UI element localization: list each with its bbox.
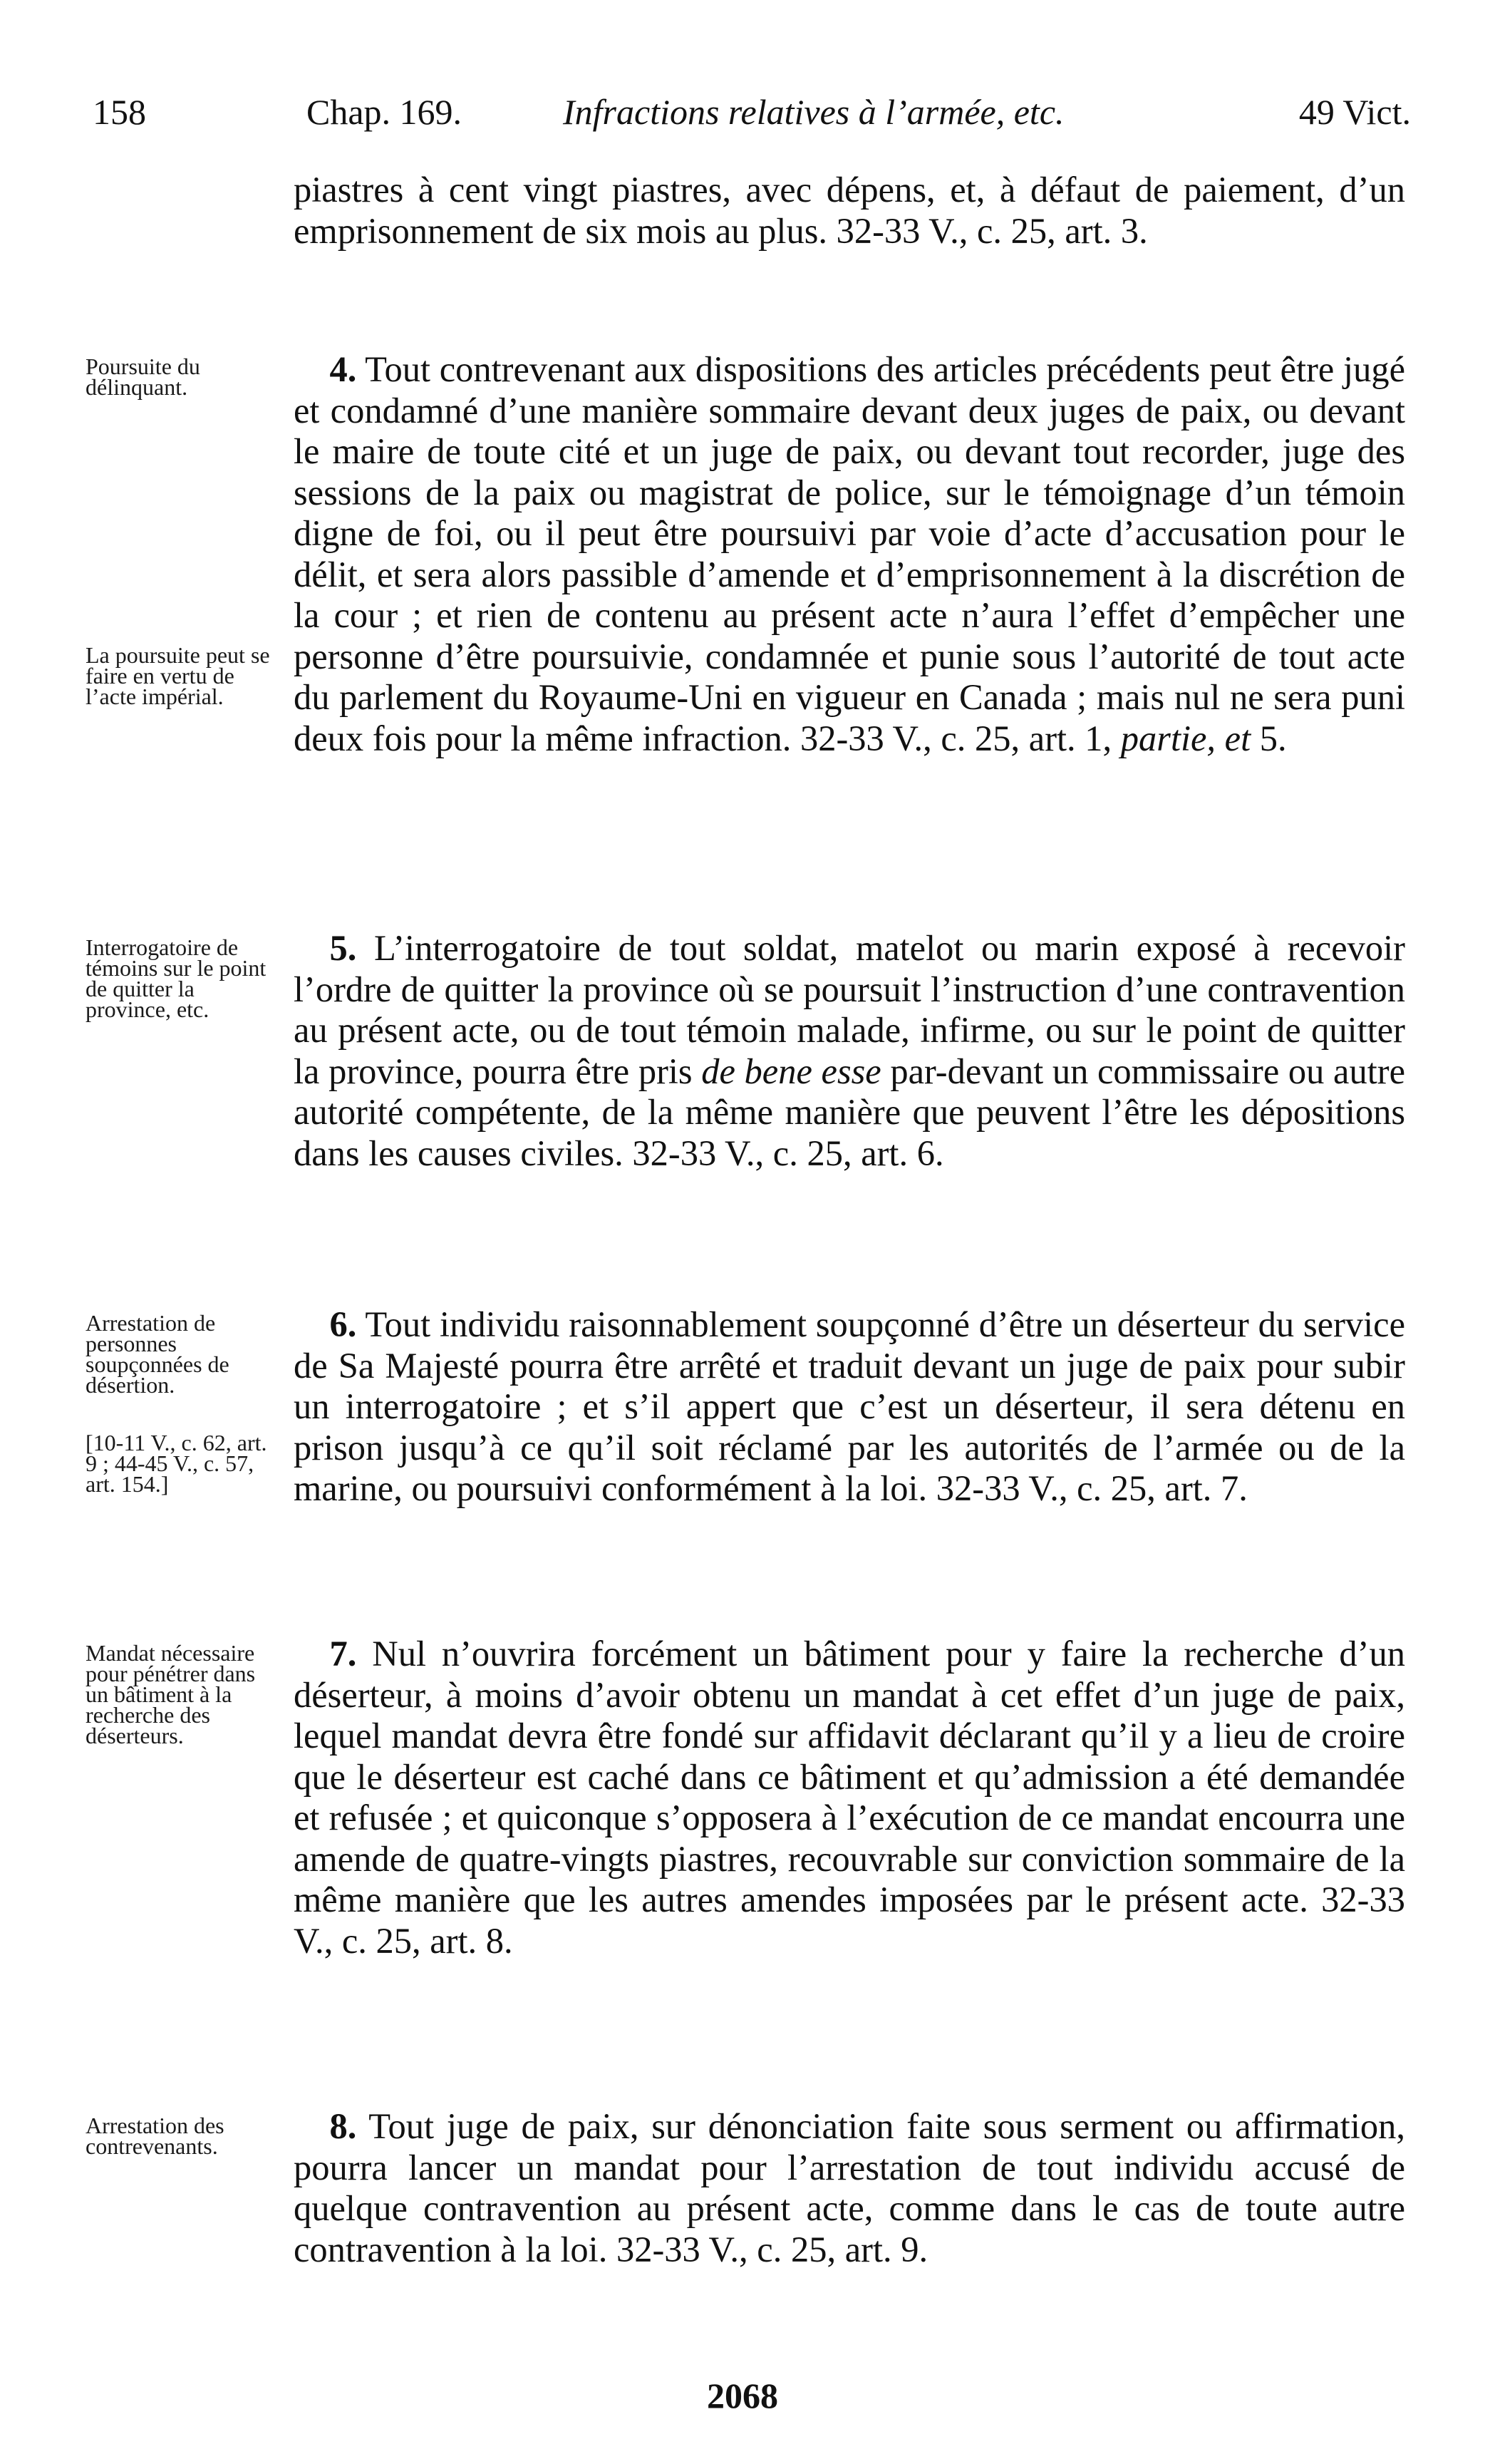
regnal-year: 49 Vict. <box>1298 92 1411 132</box>
section-text: L’interrogatoire de tout soldat, matelot ou marin exposé à recevoir l’ordre de quitter la province où se poursuit l’instruction d’une contravention au présent acte, ou de tout témoin malade, infirme, ou sur le point de quitter la province, pourra être pris <box>294 928 1405 1091</box>
section-number: 5. <box>329 928 357 968</box>
running-header <box>93 91 1411 148</box>
section-number: 6. <box>329 1304 357 1344</box>
section-7 <box>294 1634 1405 1962</box>
running-title: Infractions relatives à l’armée, etc. <box>563 92 1065 132</box>
section-6 <box>294 1304 1405 1510</box>
section-number: 4. <box>329 349 357 389</box>
section-number: 7. <box>329 1634 357 1674</box>
margin-note-interrogatoire: Interrogatoire de témoins sur le point de quitter la province, etc. <box>86 934 267 1022</box>
section-text: Tout contrevenant aux dispositions des articles précédents peut être jugé et condamné d’une manière sommaire devant deux juges de paix, ou devant le maire de toute cité et un juge de paix, ou devant tout recorder, juge des sessions de la paix ou magistrat de police, sur le témoignage d’un témoin digne de foi, ou il peut être poursuivi par voie d’acte d’accusation pour le délit, et sera alors passible d’amende et d’emprisonnement à la discrétion de la cour ; et rien de contenu au présent acte n’aura l’effet d’empêcher une personne d’être poursuivie, condamnée et punie sous l’autorité de tout acte du parlement du Royaume-Uni en vigueur en Canada ; mais nul ne sera puni deux fois pour la même infraction. 32-33 V., c. 25, art. 1, <box>294 349 1405 758</box>
section-text: Tout juge de paix, sur dénonciation faite sous serment ou affirmation, pourra lancer un mandat pour l’arrestation de tout individu accusé de quelque contravention au présent acte, comme dans le cas de toute autre contravention à la loi. 32-33 V., c. 25, art. 9. <box>294 2106 1405 2269</box>
margin-note-acte-imperial: La poursuite peut se faire en vertu de l’acte impérial. <box>86 642 270 709</box>
section-number: 8. <box>329 2106 357 2146</box>
margin-note-arrestation-deserteurs: Arrestation de personnes soupçonnées de désertion. <box>86 1310 229 1398</box>
section-8 <box>294 2106 1405 2270</box>
margin-note-poursuite: Poursuite du délinquant. <box>86 354 200 400</box>
continuation-paragraph <box>294 170 1405 252</box>
section-text: Nul n’ouvrira forcément un bâtiment pour y faire la recherche d’un déserteur, à moins d’avoir obtenu un mandat à cet effet d’un juge de paix, lequel mandat devra être fondé sur affidavit déclarant qu’il y a lieu de croire que le déserteur est caché dans ce bâtiment et qu’admission a été demandée et refusée ; et quiconque s’opposera à l’exécution de ce mandat encourra une amende de quatre-vingts piastres, recouvrable sur conviction sommaire de la même manière que les autres amendes imposées par le présent acte. 32-33 V., c. 25, art. 8. <box>294 1634 1406 1961</box>
section-text-end: par-devant un commissaire ou autre autorité compétente, de la même manière que peuvent l’être les dépositions dans les causes civiles. 32-33 V., c. 25, art. 6. <box>294 1051 1405 1173</box>
margin-note-references: [10-11 V., c. 62, art. 9 ; 44-45 V., c. 57, art. 154.] <box>86 1430 267 1497</box>
section-text-italic: de bene esse <box>701 1051 881 1091</box>
section-text: Tout individu raisonnablement soupçonné d’être un déserteur du service de Sa Majesté pourra être arrêté et traduit devant un juge de paix pour subir un interrogatoire ; et s’il appert que c’est un déserteur, il sera détenu en prison jusqu’à ce qu’il soit réclamé par les autorités de l’armée ou de la marine, ou poursuivi conformément à la loi. 32-33 V., c. 25, art. 7. <box>294 1304 1405 1508</box>
sheet-number: 2068 <box>707 2376 778 2416</box>
section-5 <box>294 928 1405 1174</box>
margin-note-mandat: Mandat nécessaire pour pénétrer dans un bâtiment à la recherche des déserteurs. <box>86 1640 256 1748</box>
section-4 <box>294 349 1405 759</box>
section-text-italic: partie, et <box>1120 718 1251 758</box>
chapter-label: Chap. 169. <box>306 92 462 132</box>
section-text-end: 5. <box>1251 718 1287 758</box>
continuation-text: piastres à cent vingt piastres, avec dépens, et, à défaut de paiement, d’un emprisonnement de six mois au plus. 32-33 V., c. 25, art. 3. <box>294 170 1405 251</box>
margin-note-arrestation-contrevenants: Arrestation des contrevenants. <box>86 2113 224 2159</box>
page-number: 158 <box>93 92 146 132</box>
